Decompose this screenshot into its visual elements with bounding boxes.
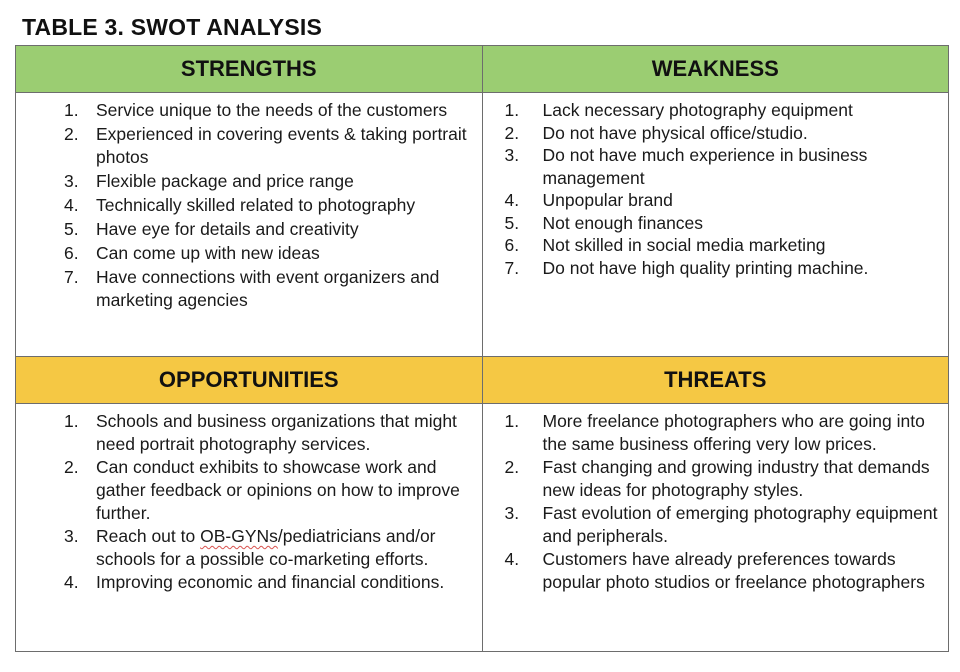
list-item: [483, 144, 949, 189]
list-item: [483, 548, 949, 594]
list-item: [483, 410, 949, 456]
list-item: [483, 502, 949, 548]
item-text: Lack necessary photography equipment: [542, 100, 853, 120]
threats-cell: [482, 404, 949, 652]
item-number: 2.: [64, 124, 79, 144]
opportunities-header: OPPORTUNITIES: [16, 357, 483, 404]
weakness-list: [483, 99, 949, 279]
item-number: 3.: [504, 503, 520, 523]
list-item: [16, 525, 482, 571]
opportunities-list: [16, 410, 482, 594]
item-text: Do not have physical office/studio.: [542, 122, 808, 143]
list-item: [16, 242, 482, 265]
list-item: [483, 257, 949, 280]
item-text: Experienced in covering events & taking portrait photos: [96, 124, 467, 167]
opportunities-cell: [16, 404, 483, 652]
item-text: More freelance photographers who are going into the same business offering very low prices.: [542, 411, 925, 454]
item-text: Schools and business organizations that might need portrait photography services.: [96, 411, 457, 454]
item-text: Unpopular brand: [542, 190, 673, 210]
list-item: [483, 122, 949, 145]
item-number: 5.: [64, 219, 79, 239]
list-item: [483, 212, 949, 235]
weakness-cell: [482, 93, 949, 357]
list-item: [483, 456, 949, 502]
body-row-top: [16, 93, 949, 357]
item-text: Can conduct exhibits to showcase work and gather feedback or opinions on how to improve further.: [96, 457, 460, 523]
strengths-list: [16, 99, 482, 312]
header-row-top: [16, 46, 949, 93]
item-number: 4.: [504, 549, 520, 569]
table-title: TABLE 3. SWOT ANALYSIS: [22, 14, 323, 40]
item-number: 1.: [504, 100, 520, 120]
item-number: 6.: [64, 243, 79, 263]
header-row-bottom: [16, 357, 949, 404]
item-text: Not enough finances: [542, 212, 704, 233]
item-number: 7.: [64, 267, 79, 287]
item-number: 6.: [504, 235, 520, 255]
item-text: Do not have much experience in business management: [542, 145, 868, 188]
list-item: [483, 234, 949, 257]
list-item: [16, 170, 482, 193]
item-text-post: /pediatricians and/or schools for a possible co-marketing efforts.: [96, 526, 436, 569]
item-number: 1.: [64, 100, 79, 120]
item-number: 1.: [64, 411, 79, 431]
spellcheck-flagged-word: OB-GYNs: [200, 526, 278, 546]
item-text: Technically skilled related to photography: [96, 195, 416, 215]
item-text: Customers have already preferences towards popular photo studios or freelance photographers: [542, 549, 925, 592]
item-text: Fast changing and growing industry that demands new ideas for photography styles.: [542, 457, 930, 500]
item-number: 4.: [64, 195, 79, 215]
item-text: Do not have high quality printing machine.: [542, 257, 869, 278]
list-item: [16, 571, 482, 594]
item-number: 3.: [64, 171, 79, 191]
weakness-header: WEAKNESS: [482, 46, 949, 93]
strengths-cell: [16, 93, 483, 357]
list-item: [16, 410, 482, 456]
item-number: 2.: [504, 122, 520, 143]
body-row-bottom: [16, 404, 949, 652]
item-text: Can come up with new ideas: [96, 243, 320, 263]
item-number: 2.: [64, 457, 79, 477]
item-text: Have connections with event organizers and marketing agencies: [96, 267, 440, 310]
item-number: 3.: [504, 145, 520, 165]
item-text: Improving economic and financial conditions.: [96, 572, 445, 592]
item-number: 7.: [504, 257, 520, 278]
list-item: [16, 456, 482, 525]
item-text: Fast evolution of emerging photography equipment and peripherals.: [542, 503, 938, 546]
item-text: Not skilled in social media marketing: [542, 235, 826, 255]
item-number: 4.: [64, 572, 79, 592]
item-text: Have eye for details and creativity: [96, 219, 359, 239]
item-number: 2.: [504, 457, 520, 477]
list-item: [16, 218, 482, 241]
item-number: 4.: [504, 190, 520, 210]
item-text-pre: Reach out to: [96, 526, 201, 546]
list-item: [16, 99, 482, 122]
list-item: [16, 123, 482, 169]
item-number: 1.: [504, 411, 520, 431]
item-number: 3.: [64, 526, 79, 546]
swot-table: [15, 45, 949, 652]
item-number: 5.: [504, 212, 520, 233]
item-text: Service unique to the needs of the customers: [96, 100, 448, 120]
item-text: Flexible package and price range: [96, 171, 354, 191]
list-item: [16, 266, 482, 312]
list-item: [16, 194, 482, 217]
threats-header: THREATS: [482, 357, 949, 404]
list-item: [483, 189, 949, 212]
strengths-header: STRENGTHS: [16, 46, 483, 93]
list-item: [483, 99, 949, 122]
threats-list: [483, 410, 949, 594]
